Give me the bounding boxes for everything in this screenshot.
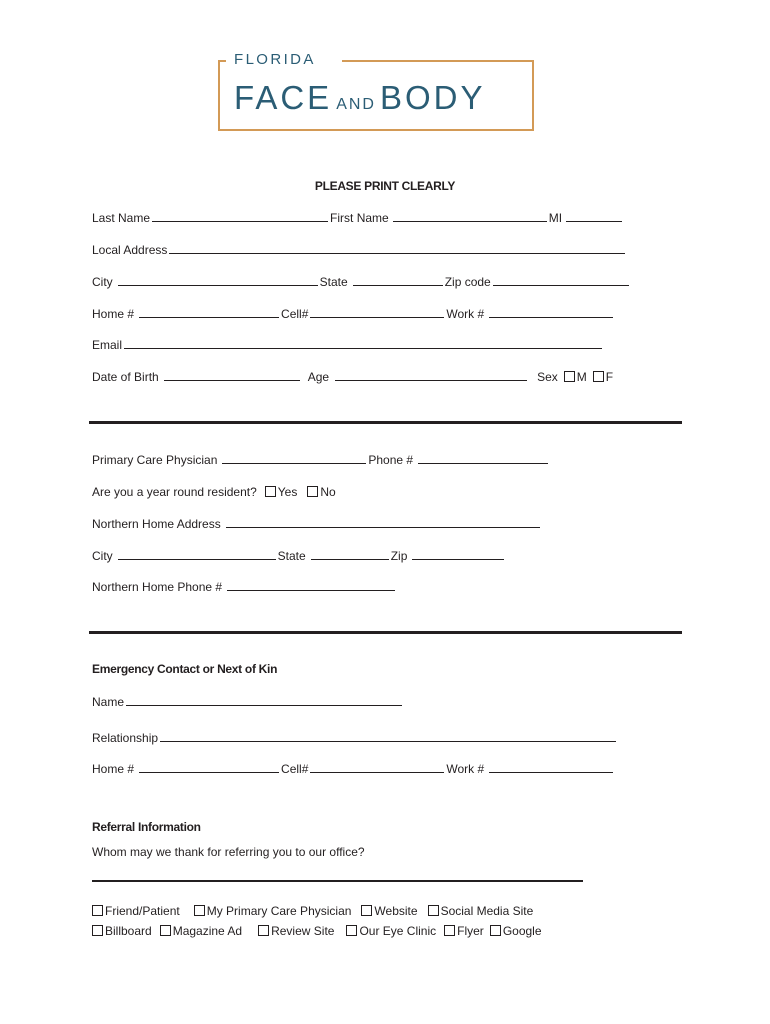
billboard-label: Billboard — [105, 924, 152, 938]
sex-f-label: F — [605, 370, 614, 384]
website-label: Website — [374, 904, 418, 918]
resident-question: Are you a year round resident? — [92, 485, 257, 499]
northern-zip-label: Zip — [390, 549, 408, 563]
emergency-heading: Emergency Contact or Next of Kin — [92, 662, 278, 676]
logo-border-segment — [342, 60, 534, 62]
flyer-label: Flyer — [457, 924, 484, 938]
home-phone-label: Home # — [92, 307, 135, 321]
age-label: Age — [307, 370, 330, 384]
sex-m-label: M — [576, 370, 587, 384]
local-address-row — [92, 242, 627, 258]
physician-phone-label: Phone # — [368, 453, 414, 467]
local-address-field[interactable] — [169, 242, 625, 254]
phone-row — [92, 306, 615, 322]
home-phone-field[interactable] — [139, 306, 279, 318]
physician-field[interactable] — [222, 452, 366, 464]
local-address-label: Local Address — [92, 243, 168, 257]
our-eye-clinic-checkbox[interactable] — [346, 925, 357, 936]
review-site-label: Review Site — [271, 924, 335, 938]
work-phone-label: Work # — [446, 307, 485, 321]
dob-field[interactable] — [164, 369, 300, 381]
our-eye-clinic-label: Our Eye Clinic — [359, 924, 437, 938]
flyer-checkbox[interactable] — [444, 925, 455, 936]
relationship-label: Relationship — [92, 731, 159, 745]
email-field[interactable] — [124, 337, 602, 349]
referral-options-row-2 — [92, 923, 542, 939]
northern-phone-field[interactable] — [227, 579, 395, 591]
social-media-checkbox[interactable] — [428, 905, 439, 916]
social-media-label: Social Media Site — [440, 904, 534, 918]
relationship-field[interactable] — [160, 730, 616, 742]
northern-address-row — [92, 516, 542, 532]
city-row — [92, 274, 631, 290]
dob-label: Date of Birth — [92, 370, 159, 384]
northern-city-field[interactable] — [118, 548, 276, 560]
sex-label: Sex — [537, 370, 558, 384]
magazine-ad-label: Magazine Ad — [172, 924, 243, 938]
state-label: State — [319, 275, 348, 289]
northern-city-row — [92, 548, 506, 564]
emergency-phone-row — [92, 761, 615, 777]
review-site-checkbox[interactable] — [258, 925, 269, 936]
logo-face: FACE — [234, 79, 333, 116]
page-title: PLEASE PRINT CLEARLY — [314, 179, 456, 193]
emergency-work-label: Work # — [446, 762, 485, 776]
cell-phone-field[interactable] — [310, 306, 444, 318]
northern-state-label: State — [277, 549, 306, 563]
last-name-field[interactable] — [152, 210, 328, 222]
website-checkbox[interactable] — [361, 905, 372, 916]
google-label: Google — [502, 924, 542, 938]
mi-label: MI — [548, 211, 563, 225]
referral-field[interactable] — [92, 869, 583, 882]
zip-field[interactable] — [493, 274, 629, 286]
cell-phone-label: Cell# — [281, 307, 309, 321]
northern-state-field[interactable] — [311, 548, 389, 560]
referral-options-row-1 — [92, 903, 533, 919]
resident-no-checkbox[interactable] — [307, 486, 318, 497]
resident-no-label: No — [320, 485, 336, 499]
emergency-name-label: Name — [92, 695, 125, 709]
name-row — [92, 210, 624, 226]
age-field[interactable] — [335, 369, 527, 381]
physician-row — [92, 452, 550, 468]
email-label: Email — [92, 338, 123, 352]
section-divider — [89, 631, 682, 634]
northern-address-label: Northern Home Address — [92, 517, 221, 531]
logo-border-segment — [218, 60, 226, 62]
northern-phone-label: Northern Home Phone # — [92, 580, 223, 594]
work-phone-field[interactable] — [489, 306, 613, 318]
relationship-row — [92, 730, 618, 746]
physician-label: Primary Care Physician — [92, 453, 218, 467]
referral-heading: Referral Information — [92, 820, 201, 834]
city-field[interactable] — [118, 274, 318, 286]
physician-phone-field[interactable] — [418, 452, 548, 464]
magazine-ad-checkbox[interactable] — [160, 925, 171, 936]
google-checkbox[interactable] — [490, 925, 501, 936]
emergency-home-field[interactable] — [139, 761, 279, 773]
first-name-label: First Name — [330, 211, 389, 225]
friend-patient-label: Friend/Patient — [105, 904, 180, 918]
logo-body: BODY — [379, 79, 486, 116]
emergency-home-label: Home # — [92, 762, 135, 776]
emergency-work-field[interactable] — [489, 761, 613, 773]
northern-zip-field[interactable] — [412, 548, 504, 560]
northern-address-field[interactable] — [226, 516, 540, 528]
northern-city-label: City — [92, 549, 113, 563]
zip-label: Zip code — [444, 275, 491, 289]
logo-wordmark — [234, 80, 486, 123]
resident-yes-label: Yes — [277, 485, 298, 499]
emergency-name-row — [92, 694, 404, 710]
dob-row — [92, 369, 613, 385]
logo-florida: FLORIDA — [234, 51, 316, 68]
logo — [218, 51, 534, 131]
friend-patient-checkbox[interactable] — [92, 905, 103, 916]
email-row — [92, 337, 604, 353]
northern-phone-row — [92, 579, 397, 595]
billboard-checkbox[interactable] — [92, 925, 103, 936]
resident-row — [92, 484, 336, 500]
emergency-cell-label: Cell# — [281, 762, 309, 776]
logo-and: AND — [336, 96, 376, 113]
first-name-field[interactable] — [393, 210, 547, 222]
state-field[interactable] — [353, 274, 443, 286]
mi-field[interactable] — [566, 210, 622, 222]
section-divider — [89, 421, 682, 424]
last-name-label: Last Name — [92, 211, 151, 225]
sex-m-checkbox[interactable] — [564, 371, 575, 382]
city-label: City — [92, 275, 113, 289]
referral-question: Whom may we thank for referring you to our office? — [92, 845, 365, 859]
sex-f-checkbox[interactable] — [593, 371, 604, 382]
emergency-cell-field[interactable] — [310, 761, 444, 773]
primary-care-label: My Primary Care Physician — [206, 904, 352, 918]
resident-yes-checkbox[interactable] — [265, 486, 276, 497]
primary-care-checkbox[interactable] — [194, 905, 205, 916]
emergency-name-field[interactable] — [126, 694, 402, 706]
